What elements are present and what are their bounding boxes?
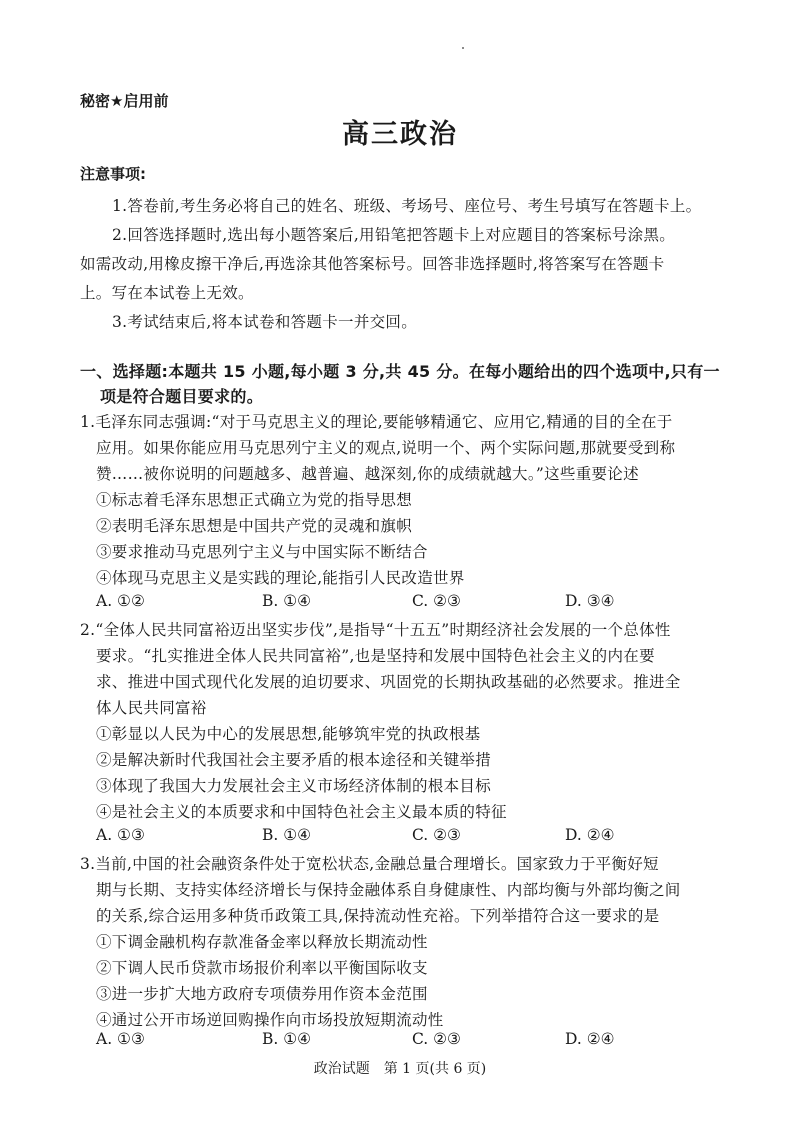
q2-stem-line-4: 体人民共同富裕 [96,699,207,717]
secrecy-label: 秘密★启用前 [80,92,169,110]
q3-statement-4: ④通过公开市场逆回购操作向市场投放短期流动性 [96,1011,444,1029]
q1-option-a: A. ①② [96,592,145,610]
q2-stem-line-3: 求、推进中国式现代化发展的迫切要求、巩固党的长期执政基础的必然要求。推进全 [96,673,681,691]
notice-heading: 注意事项: [80,165,146,183]
q2-statement-4: ④是社会主义的本质要求和中国特色社会主义最本质的特征 [96,803,507,821]
scan-speck [462,47,464,49]
q2-stem-line-1: 2.“全体人民共同富裕迈出坚实步伐”,是指导“十五五”时期经济社会发展的一个总体性 [80,621,671,639]
q1-option-c: C. ②③ [412,592,461,610]
q3-statement-3: ③进一步扩大地方政府专项债券用作资本金范围 [96,985,428,1003]
q2-statement-1: ①彰显以人民为中心的发展思想,能够筑牢党的执政根基 [96,725,481,743]
notice-item-1: 1.答卷前,考生务必将自己的姓名、班级、考场号、座位号、考生号填写在答题卡上。 [112,197,702,215]
q1-statement-3: ③要求推动马克思列宁主义与中国实际不断结合 [96,543,428,561]
q3-stem-line-2: 期与长期、支持实体经济增长与保持金融体系自身健康性、内部均衡与外部均衡之间 [96,881,681,899]
q2-statement-2: ②是解决新时代我国社会主要矛盾的根本途径和关键举措 [96,751,492,769]
q1-option-b: B. ①④ [262,592,312,610]
notice-item-2-line-2: 如需改动,用橡皮擦干净后,再选涂其他答案标号。回答非选择题时,将答案写在答题卡 [80,255,665,273]
notice-item-2-line-1: 2.回答选择题时,选出每小题答案后,用铅笔把答题卡上对应题目的答案标号涂黑。 [112,226,676,244]
q1-stem-line-1: 1.毛泽东同志强调:“对于马克思主义的理论,要能够精通它、应用它,精通的目的全在于 [80,413,673,431]
q3-option-a: A. ①③ [96,1030,145,1048]
notice-item-2-line-3: 上。写在本试卷上无效。 [80,284,254,302]
exam-title: 高三政治 [342,119,458,150]
q2-option-a: A. ①③ [96,826,145,844]
q2-option-b: B. ①④ [262,826,312,844]
page-footer: 政治试题 第 1 页(共 6 页) [313,1061,487,1077]
q1-option-d: D. ③④ [565,592,615,610]
q1-statement-2: ②表明毛泽东思想是中国共产党的灵魂和旗帜 [96,517,413,535]
q3-statement-1: ①下调金融机构存款准备金率以释放长期流动性 [96,933,428,951]
q3-stem-line-3: 的关系,综合运用多种货币政策工具,保持流动性充裕。下列举措符合这一要求的是 [96,907,660,925]
q3-option-b: B. ①④ [262,1030,312,1048]
q3-option-c: C. ②③ [412,1030,461,1048]
q1-statement-1: ①标志着毛泽东思想正式确立为党的指导思想 [96,491,413,509]
q3-statement-2: ②下调人民币贷款市场报价利率以平衡国际收支 [96,959,428,977]
q2-stem-line-2: 要求。“扎实推进全体人民共同富裕”,也是坚持和发展中国特色社会主义的内在要 [96,647,655,665]
q2-option-d: D. ②④ [565,826,615,844]
q1-statement-4: ④体现马克思主义是实践的理论,能指引人民改造世界 [96,569,465,587]
q1-stem-line-2: 应用。如果你能应用马克思列宁主义的观点,说明一个、两个实际问题,那就要受到称 [96,439,676,457]
section-heading-line-2: 项是符合题目要求的。 [100,387,264,406]
q2-option-c: C. ②③ [412,826,461,844]
q3-option-d: D. ②④ [565,1030,615,1048]
q2-statement-3: ③体现了我国大力发展社会主义市场经济体制的根本目标 [96,777,492,795]
notice-item-3: 3.考试结束后,将本试卷和答题卡一并交回。 [112,313,418,331]
q3-stem-line-1: 3.当前,中国的社会融资条件处于宽松状态,金融总量合理增长。国家致力于平衡好短 [80,855,659,873]
q1-stem-line-3: 赞……被你说明的问题越多、越普遍、越深刻,你的成绩就越大。”这些重要论述 [96,465,639,483]
section-heading-line-1: 一、选择题:本题共 15 小题,每小题 3 分,共 45 分。在每小题给出的四个选项中,只有一 [80,362,720,381]
